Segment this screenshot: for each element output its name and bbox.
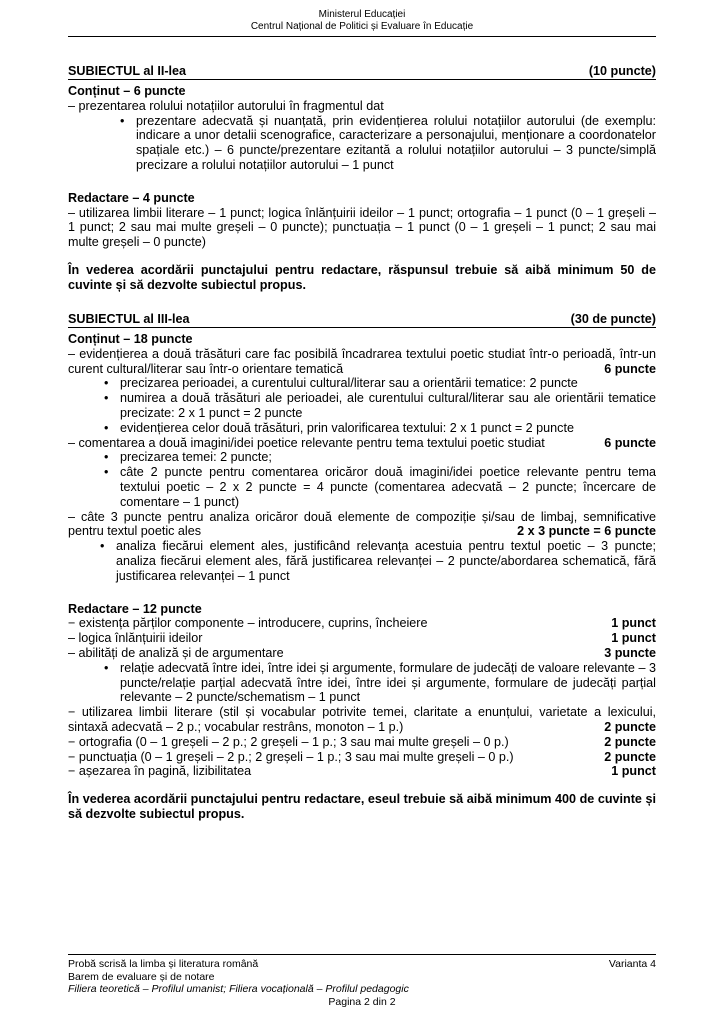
- page: [68, 0, 656, 1024]
- s3-item-2-points: 6 puncte: [604, 435, 656, 450]
- footer-exam-name: Probă scrisă la limba și literatura română: [68, 958, 259, 970]
- s3-red-3-bullet-text: relație adecvată între idei, între idei și argumente, formulare de judecăți de valoare relevante – 3 puncte/relație parțial adecvată între idei, între idei și argumente, formulare de judecăți parțial relevante – 2 puncte/schematism – 1 punct: [120, 660, 656, 705]
- s3-item-3-text: – câte 3 puncte pentru analiza oricăror două elemente de compoziție și/sau de limbaj, semnificative pentru textul poetic ales: [68, 509, 656, 539]
- bullet-icon: •: [104, 450, 109, 465]
- s3-red-4-points: 2 puncte: [604, 719, 656, 734]
- footer-variant: Varianta 4: [608, 958, 656, 970]
- subject-2-title: SUBIECTUL al II-lea: [68, 64, 187, 78]
- s3-red-6: [68, 750, 656, 765]
- s2-content-bullet-text: prezentare adecvată și nuanțată, prin evidențierea rolului notațiilor autorului (de exemplu: indicare a unor detalii scenografice, caracterizare a personajului, menționare a coordonatelor spațiale etc.) – 6 puncte/prezentare ezitantă a rolului notațiilor autorului – 3 puncte/simplă precizare a rolului notațiilor autorului – 1 punct: [136, 113, 656, 172]
- bullet-icon: •: [104, 376, 109, 391]
- s3-red-7-text: − așezarea în pagină, lizibilitatea: [68, 764, 252, 779]
- footer-row-1: [68, 958, 656, 971]
- s3-item-3-bullet-1: [100, 539, 656, 583]
- subject-3-points: (30 de puncte): [570, 312, 656, 326]
- s3-item-1-bullet-1: [104, 376, 656, 391]
- s3-red-3-bullet: [104, 661, 656, 705]
- footer-profile: Filiera teoretică – Profilul umanist; Filiera vocațională – Profilul pedagogic: [68, 983, 409, 996]
- s3-red-6-text: − punctuația (0 – 1 greșeli – 2 p.; 2 greșeli – 1 p.; 3 sau mai multe greșeli – 0 p.): [68, 749, 514, 764]
- s3-item-2: [68, 436, 656, 451]
- s3-red-1-points: 1 punct: [611, 616, 656, 631]
- s3-red-1-text: − existența părților componente – introducere, cuprins, încheiere: [68, 616, 428, 631]
- s3-red-3-text: – abilități de analiză și de argumentare: [68, 645, 284, 660]
- s3-redactare-heading: Redactare – 12 puncte: [68, 601, 202, 616]
- s3-item-1-bullet-3: [104, 421, 656, 436]
- footer-page-number: Pagina 2 din 2: [328, 995, 396, 1008]
- s3-red-5-text: − ortografia (0 – 1 greșeli – 2 p.; 2 greșeli – 1 p.; 3 sau mai multe greșeli – 0 p.): [68, 734, 509, 749]
- s3-red-3: [68, 646, 656, 661]
- s2-content-bullet: [120, 114, 656, 173]
- bullet-icon: •: [120, 113, 125, 128]
- footer-barem: Barem de evaluare și de notare: [68, 970, 215, 983]
- page-footer: [68, 958, 656, 1008]
- s3-item-1-points: 6 puncte: [604, 361, 656, 376]
- bullet-icon: •: [104, 420, 109, 435]
- page-header: [68, 9, 656, 33]
- center-name: Centrul Național de Politici și Evaluare în Educație: [250, 21, 474, 32]
- bullet-icon: •: [104, 660, 109, 675]
- bullet-icon: •: [100, 539, 105, 554]
- s3-note: În vederea acordării punctajului pentru redactare, eseul trebuie să aibă minimum 400 de cuvinte și să dezvolte subiectul propus.: [68, 792, 656, 821]
- subject-2-points: (10 puncte): [588, 64, 656, 78]
- subject-2-heading: [68, 64, 656, 80]
- s3-item-3-points: 2 x 3 puncte = 6 puncte: [517, 524, 656, 539]
- s3-item-3-bullet-1-text: analiza fiecărui element ales, justificând relevanța acestuia pentru textul poetic – 3 puncte; analiza fiecărui element ales, fără justificarea relevanței – 2 puncte/abordarea schematică, fără justificarea relevanței – 1 punct: [116, 539, 656, 583]
- s3-red-2-points: 1 punct: [611, 631, 656, 646]
- s3-red-7-points: 1 punct: [611, 764, 656, 779]
- section-subject-2: [68, 64, 656, 293]
- s3-item-1-bullet-3-text: evidențierea celor două trăsături, prin valorificarea textului: 2 x 1 punct = 2 puncte: [120, 420, 574, 435]
- s2-content-line: – prezentarea rolului notațiilor autorului în fragmentul dat: [68, 98, 384, 113]
- ministry-name: Ministerul Educației: [318, 9, 406, 20]
- s3-item-3: [68, 510, 656, 540]
- s2-content-heading: Conținut – 6 puncte: [68, 84, 186, 98]
- s3-red-3-points: 3 puncte: [604, 645, 656, 660]
- bullet-icon: •: [104, 391, 109, 406]
- footer-rule: [68, 954, 656, 955]
- s3-red-2: [68, 631, 656, 646]
- s3-item-2-bullet-2-text: câte 2 puncte pentru comentarea oricăror două imagini/idei poetice relevante pentru tema textului poetic – 2 x 2 puncte = 4 puncte (comentarea adecvată – 2 puncte; încercare de comentare – 1 punct): [120, 465, 656, 509]
- s3-item-1-bullet-1-text: precizarea perioadei, a curentului cultural/literar sau a orientării tematice: 2 puncte: [120, 376, 578, 391]
- section-subject-3: [68, 312, 656, 822]
- bullet-icon: •: [104, 465, 109, 480]
- subject-3-heading: [68, 312, 656, 328]
- s3-content-heading: Conținut – 18 puncte: [68, 332, 193, 346]
- s3-red-4-text: − utilizarea limbii literare (stil și vocabular potrivite temei, claritate a enunțului, varietate a lexicului, sintaxă adecvată – 2 p.; vocabular restrâns, monoton – 1 p.): [68, 705, 656, 734]
- subject-3-title: SUBIECTUL al III-lea: [68, 312, 190, 326]
- s3-item-2-text: – comentarea a două imagini/idei poetice relevante pentru tema textului poetic studiat: [68, 435, 545, 450]
- s3-item-1-bullet-2-text: numirea a două trăsături ale perioadei, ale curentului cultural/literar sau ale orientării tematice precizate: 2 x 1 punct = 2 puncte: [120, 391, 656, 420]
- s3-item-2-bullet-1: [104, 450, 656, 465]
- s3-item-1: [68, 347, 656, 377]
- s2-note: În vederea acordării punctajului pentru redactare, răspunsul trebuie să aibă minimum 50 de cuvinte și să dezvolte subiectul propus.: [68, 262, 656, 292]
- s3-item-2-bullet-1-text: precizarea temei: 2 puncte;: [120, 450, 272, 465]
- s3-red-5-points: 2 puncte: [604, 734, 656, 749]
- header-rule: [68, 36, 656, 37]
- s3-red-6-points: 2 puncte: [604, 749, 656, 764]
- s3-red-1: [68, 616, 656, 631]
- s3-red-4: [68, 705, 656, 735]
- s3-item-2-bullet-2: [104, 465, 656, 509]
- s3-item-1-bullet-2: [104, 391, 656, 421]
- s2-redactare-text: – utilizarea limbii literare – 1 punct; logica înlănțuirii ideilor – 1 punct; ortografia – 1 punct (0 – 1 greșeli – 1 punct; 2 sau mai multe greșeli – 0 puncte); punctuația – 1 punct (0 – 1 greșeli – 1 punct; 2 sau mai multe greșeli – 0 puncte): [68, 205, 656, 250]
- s3-red-5: [68, 735, 656, 750]
- s3-red-7: [68, 764, 656, 779]
- s3-red-2-text: – logica înlănțuirii ideilor: [68, 631, 203, 646]
- s2-redactare-heading: Redactare – 4 puncte: [68, 190, 195, 205]
- s3-item-1-text: – evidențierea a două trăsături care fac posibilă încadrarea textului poetic studiat într-o perioadă, într-un curent cultural/literar sau într-o orientare tematică: [68, 346, 656, 376]
